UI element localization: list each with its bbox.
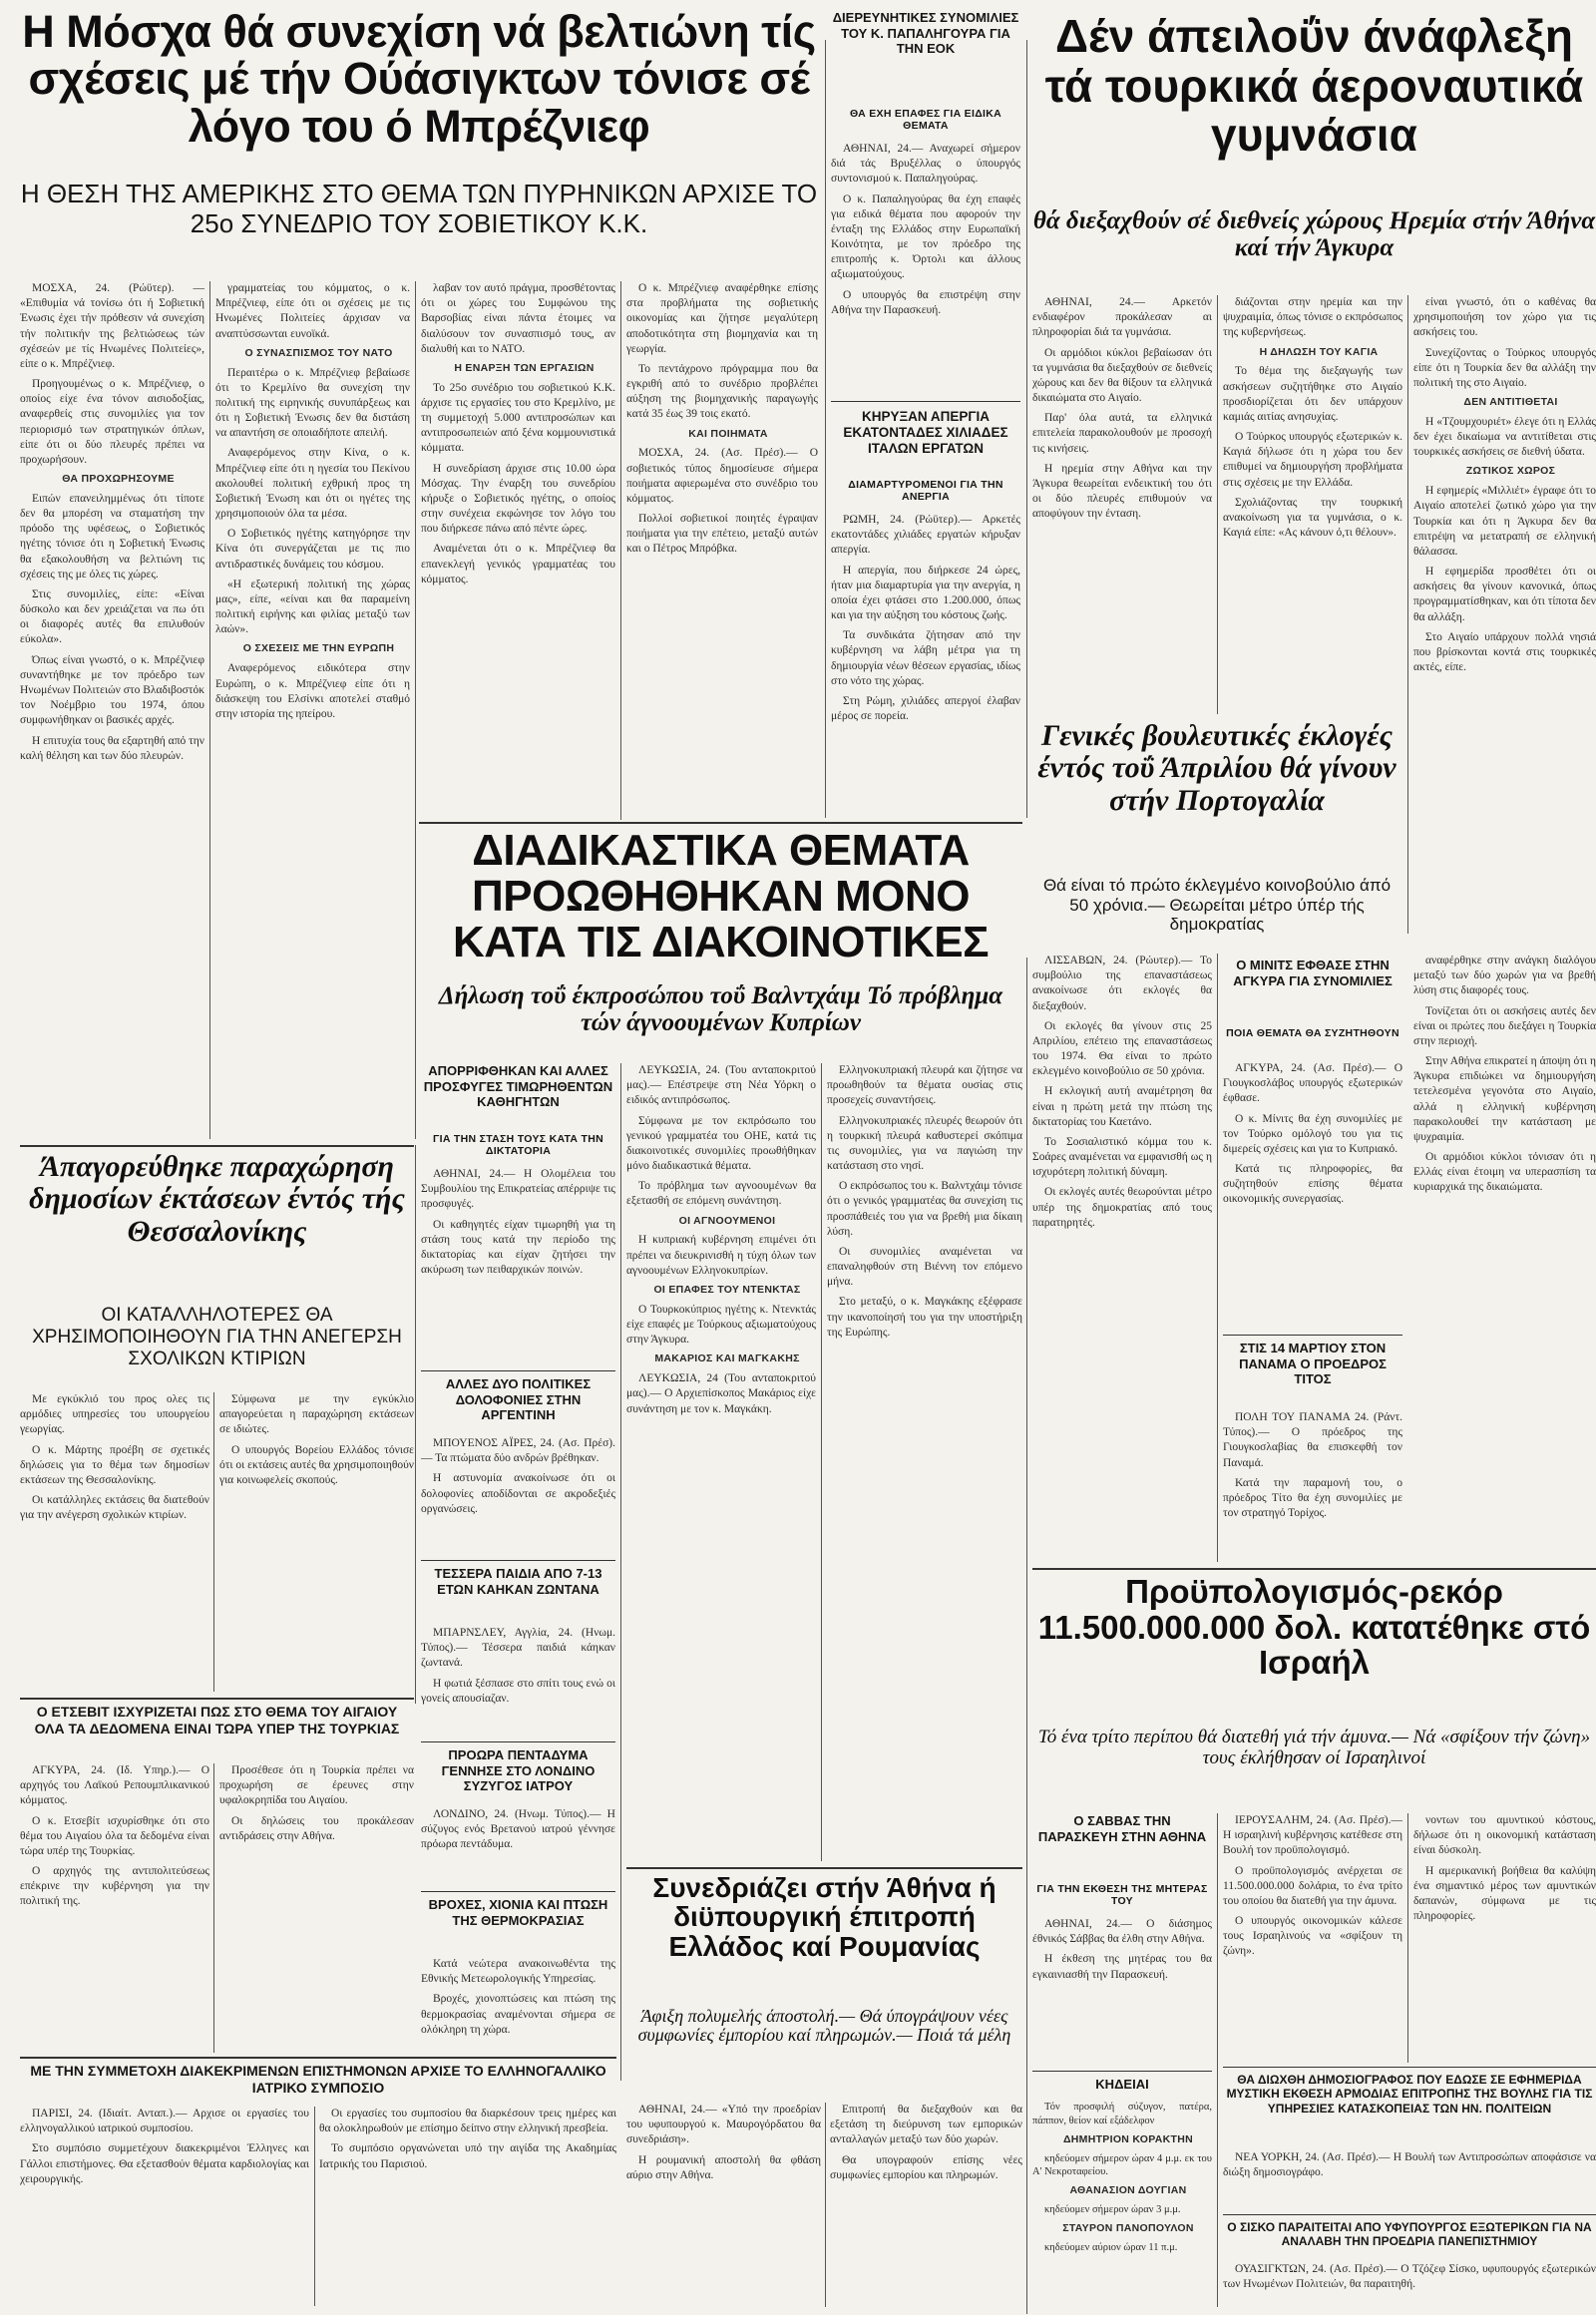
romania-subhead: Άφιξη πολυμελής άποστολή.— Θά ύπογράψουν νέες συμφωνίες έμπορίου καί πληρωμών.— Ποιά τά μέλη	[637, 2007, 1011, 2046]
israel-col-2: νοντων του αμυντικού κόστους, δήλωσε ότι η οικονομική κατάσταση είναι δύσκολη. Η αμερικανική βοήθεια θα καλύψη ένα σημαντικό μέρος των αμυντικών δαπανών, σύμφωνα με τις πληροφορίες.	[1413, 1814, 1596, 1923]
sisco-headline: Ο ΣΙΣΚΟ ΠΑΡΑΙΤΕΙΤΑΙ ΑΠΟ ΥΦΥΠΟΥΡΓΟΣ ΕΞΩΤΕΡΙΚΩΝ ΓΙΑ ΝΑ ΑΝΑΛΑΒΗ ΤΗΝ ΠΡΟΕΔΡΙΑ ΠΑΝΕΠΙΣΤΗΜΙΟΥ	[1227, 2220, 1592, 2249]
symposium-col-1: ΠΑΡΙΣΙ, 24. (Ιδιαίτ. Ανταπ.).— Αρχισε οι εργασίες του ελληνογαλλικού ιατρικού συμποσίου. Στο συμπόσιο συμμετέχουν διακεκριμένοι Έλληνες και Γάλλοι επιστήμονες. Θα εξετασθούν θέματα καρδιολογίας και χειρουργικής.	[20, 2108, 309, 2185]
funeral-name-3: ΣΤΑΥΡΟΝ ΠΑΝΟΠΟΥΛΟΝ	[1062, 2222, 1194, 2235]
israel-headline: Προϋπολογισμός-ρεκόρ 11.500.000.000 δολ. κατατέθηκε στό Ισραήλ	[1037, 1574, 1591, 1682]
italy-kicker: ΔΙΑΜΑΡΤΥΡΟΜΕΝΟΙ ΓΙΑ ΤΗΝ ΑΝΕΡΓΙΑ	[848, 479, 1003, 503]
thessaloniki-col-1: Με εγκύκλιό του προς ολες τις αρμόδιες υπηρεσίες του υπουργείου γεωργίας. Ο κ. Μάρτης προέβη σε σχετικές δηλώσεις για το θέμα των δημοσίων εκτάσεων της Θεσσαλονίκης. Οι κατάλληλες εκτάσεις θα διατεθούν για την ανέγερση σχολικών κτιρίων.	[20, 1393, 209, 1522]
turkey-col-2: διάζονται στην ηρεμία και την ψυχραιμία, όπως τόνισε ο εκπρόσωπος της κυβερνήσεως. Η ΔΗΛΩΣΗ ΤΟΥ ΚΑΓΙΑ Το θέμα της διεξαγωγής των ασκήσεων συζητήθηκε στο Αιγαίο προσδιορίζεται ότι δεν υπάρχουν καμιάς αιτίας ανησυχίας. Ο Τούρκος υπουργός εξωτερικών κ. Καγιά δήλωσε ότι η χώρα του δεν επιθυμεί να δημιουργήση προβλήματα στις σχέσεις με την Ελλάδα. Σχολιάζοντας την τουρκική ανακοίνωση για τα γυμνάσια, ο κ. Καγιά είπε: «Ας κάνουν ό,τι θέλουν».	[1223, 296, 1402, 540]
funerals-title: ΚΗΔΕΙΑΙ	[1095, 2077, 1149, 2092]
funeral-name-1: ΔΗΜΗΤΡΙΟΝ ΚΟΡΑΚΤΗΝ	[1062, 2132, 1194, 2145]
panama-body: ΠΟΛΗ ΤΟΥ ΠΑΝΑΜΑ 24. (Ράντ. Τύπος).— Ο πρόεδρος της Γιουγκοσλαβίας θα επισκεφθή τον Παναμά. Κατά την παραμονή του, ο πρόεδρος Τίτο θα έχη συνομιλίες με τον στρατηγό Τορίχος.	[1223, 1411, 1402, 1520]
fbi-headline: ΘΑ ΔΙΩΧΘΗ ΔΗΜΟΣΙΟΓΡΑΦΟΣ ΠΟΥ ΕΔΩΣΕ ΣΕ ΕΦΗΜΕΡΙΔΑ ΜΥΣΤΙΚΗ ΕΚΘΕΣΗ ΑΡΜΟΔΙΑΣ ΕΠΙΤΡΟΠΗΣ ΤΗΣ ΒΟΥΛΗΣ ΓΙΑ ΤΙΣ ΥΠΗΡΕΣΙΕΣ ΚΑΤΑΣΚΟΠΕΙΑΣ ΤΩΝ ΗΝ. ΠΟΛΙΤΕΙΩΝ	[1226, 2073, 1593, 2116]
eok-kicker: ΘΑ ΕΧΗ ΕΠΑΦΕΣ ΓΙΑ ΕΙΔΙΚΑ ΘΕΜΑΤΑ	[849, 108, 1002, 132]
minitz-body: ΑΓΚΥΡΑ, 24. (Ασ. Πρέσ).— Ο Γιουγκοσλάβος υπουργός εξωτερικών έφθασε. Ο κ. Μίνιτς θα έχη συνομιλίες με τον Τούρκο ομόλογό του για τις διμερείς σχέσεις και για το Κυπριακό. Κατά τις πληροφορίες, θα συζητηθούν επίσης θέματα οικονομικής συνεργασίας.	[1223, 1062, 1402, 1206]
main-section-2: Ο ΣΥΝΑΣΠΙΣΜΟΣ ΤΟΥ ΝΑΤΟ	[244, 346, 393, 359]
sisco-body	[1223, 2262, 1596, 2312]
fbi-dateline: ΝΕΑ ΥΟΡΚΗ, 24. (Ασ. Πρέσ).— Η Βουλή των Αντιπροσώπων αποφάσισε να διώξη δημοσιογράφο.	[1223, 2151, 1596, 2179]
symposium-dateline: ΠΑΡΙΣΙ, 24. (Ιδιαίτ. Ανταπ.).— Αρχισε οι εργασίες του ελληνογαλλικού ιατρικού συμποσίου.	[20, 2108, 309, 2135]
sabbas-headline: Ο ΣΑΒΒΑΣ ΤΗΝ ΠΑΡΑΣΚΕΥΗ ΣΤΗΝ ΑΘΗΝΑ	[1037, 1813, 1207, 1844]
sabbas-kicker: ΓΙΑ ΤΗΝ ΕΚΘΕΣΗ ΤΗΣ ΜΗΤΕΡΑΣ ΤΟΥ	[1036, 1883, 1208, 1907]
sisco-dateline: ΟΥΑΣΙΓΚΤΩΝ, 24. (Ασ. Πρέσ).— Ο Τζόζεφ Σίσκο, υφυπουργός εξωτερικών των Ηνωμένων Πολιτειών, θα παραιτηθή.	[1223, 2263, 1596, 2291]
panama-headline: ΣΤΙΣ 14 ΜΑΡΤΙΟΥ ΣΤΟΝ ΠΑΝΑΜΑ Ο ΠΡΟΕΔΡΟΣ ΤΙΤΟΣ	[1239, 1341, 1387, 1387]
children-body: ΜΠΑΡΝΣΛΕΥ, Αγγλία, 24. (Ηνωμ. Τύπος).— Τέσσερα παιδιά κάηκαν ζωντανά. Η φωτιά ξέσπασε στο σπίτι τους ενώ οι γονείς απουσίαζαν.	[421, 1627, 615, 1705]
minitz-headline: Ο ΜΙΝΙΤΣ ΕΦΘΑΣΕ ΣΤΗΝ ΑΓΚΥΡΑ ΓΙΑ ΣΥΝΟΜΙΛΙΕΣ	[1233, 958, 1393, 988]
turkey-dateline: ΑΘΗΝΑΙ, 24.— Αρκετόν ενδιαφέρον προκάλεσαν αι πληροφορίαι διά τα γυμνάσια.	[1032, 296, 1212, 339]
cyprus-dateline: ΛΕΥΚΩΣΙΑ, 24. (Του ανταποκριτού μας).— Επέστρεψε στη Νέα Υόρκη ο ειδικός αντιπρόσωπος.	[626, 1064, 816, 1107]
teachers-body: ΑΘΗΝΑΙ, 24.— Η Ολομέλεια του Συμβουλίου της Επικρατείας απέρριψε τις προσφυγές. Οι καθηγητές είχαν τιμωρηθή για τη στάση τους κατά την περίοδο της δικτατορίας και είχαν ζητήσει την ακύρωση των πειθαρχικών ποινών.	[421, 1168, 615, 1277]
panama-dateline: ΠΟΛΗ ΤΟΥ ΠΑΝΑΜΑ 24. (Ράντ. Τύπος).— Ο πρόεδρος της Γιουγκοσλαβίας θα επισκεφθή τον Παναμά.	[1223, 1411, 1402, 1469]
portugal-col-1: ΛΙΣΣΑΒΩΝ, 24. (Ρώυτερ).— Το συμβούλιο της επαναστάσεως ανακοίνωσε ότι εκλογές θα διεξαχθούν. Οι εκλογές θα γίνουν στις 25 Απριλίου, επέτειο της επαναστάσεως του 1974. Θα είναι το πρώτο εκλεγμένο κοινοβούλιο σε 50 χρόνια. Η εκλογική αυτή αναμέτρηση θα είναι η πρώτη μετά την πτώση της δικτατορίας του Καετάνο. Το Σοσιαλιστικό κόμμα του κ. Σοάρες αναμένεται να εμφανισθή ως η ισχυρότερη πολιτική δύναμη. Οι εκλογές αυτές θεωρούνται μέτρο υπέρ της δημοκρατίας από τους παρατηρητές.	[1032, 955, 1212, 1229]
eok-body: ΑΘΗΝΑΙ, 24.— Αναχωρεί σήμερον διά τάς Βρυξέλλας ο ύπουργός συντονισμού κ. Παπαληγούρας. Ο κ. Παπαληγούρας θα έχη επαφές για ειδικά θέματα που αφορούν την ένταξη της Ελλάδος στην Ευρωπαϊκή Κοινότητα, με τον πρόεδρο της επιτροπής κ. Όρτολι και άλλους αξιωματούχους. Ο υπουργός θα επιστρέψη στην Αθήνα την Παρασκευή.	[831, 143, 1020, 316]
funeral-name-2: ΑΘΑΝΑΣΙΟΝ ΔΟΥΓΙΑΝ	[1069, 2184, 1187, 2197]
symposium-headline: ΜΕ ΤΗΝ ΣΥΜΜΕΤΟΧΗ ΔΙΑΚΕΚΡΙΜΕΝΩΝ ΕΠΙΣΤΗΜΟΝΩΝ ΑΡΧΙΣΕ ΤΟ ΕΛΛΗΝΟΓΑΛΛΙΚΟ ΙΑΤΡΙΚΟ ΣΥΜΠΟΣΙΟ	[30, 2063, 606, 2096]
portugal-subhead: Θά είναι τό πρώτο έκλεγμένο κοινοβούλιο άπό 50 χρόνια.— Θεωρείται μέτρο ύπέρ τής δημοκρατίας	[1042, 876, 1392, 935]
turkey-subhead: θά διεξαχθούν σέ διεθνείς χώρους Ηρεμία στήν Άθήνα καί τήν Άγκυρα	[1032, 207, 1596, 261]
thessaloniki-subhead: ΟΙ ΚΑΤΑΛΛΗΛΟΤΕΡΕΣ ΘΑ ΧΡΗΣΙΜΟΠΟΙΗΘΟΥΝ ΓΙΑ ΤΗΝ ΑΝΕΓΕΡΣΗ ΣΧΟΛΙΚΩΝ ΚΤΙΡΙΩΝ	[32, 1305, 402, 1369]
sabbas-body: ΑΘΗΝΑΙ, 24.— Ο διάσημος έθνικός Σάββας θα έλθη στην Αθήνα. Η έκθεση της μητέρας του θα εγκαινιασθή την Παρασκευή.	[1032, 1918, 1212, 1981]
italy-headline: ΚΗΡΥΞΑΝ ΑΠΕΡΓΙΑ ΕΚΑΤΟΝΤΑΔΕΣ ΧΙΛΙΑΔΕΣ ΙΤΑΛΩΝ ΕΡΓΑΤΩΝ	[843, 409, 1008, 457]
main-col-2: γραμματείας του κόμματος, ο κ. Μπρέζνιεφ, είπε ότι οι σχέσεις με τις Ηνωμένες Πολιτείες άρχισαν να αναπτύσσωνται ευνοϊκά. Ο ΣΥΝΑΣΠΙΣΜΟΣ ΤΟΥ ΝΑΤΟ Περαιτέρω ο κ. Μπρέζνιεφ βεβαίωσε ότι το Κρεμλίνο θα συνεχίση την πολιτική της ειρηνικής συνυπάρξεως και ότι η Σοβιετική Ένωσις δεν θα διστάση να απαντήση σε οποιαδήποτε απειλή. Αναφερόμενος στην Κίνα, ο κ. Μπρέζνιεφ είπε ότι η ηγεσία του Πεκίνου ακολουθεί πολιτική εχθρική προς τη Σοβιετική Ένωση και ότι οι ηγέτες της χρησιμοποιούν όλα τα μέσα. Ο Σοβιετικός ηγέτης κατηγόρησε την Κίνα ότι συνεργάζεται με τις πιο αντιδραστικές δυνάμεις του κόσμου. «Η εξωτερική πολιτική της χώρας μας», είπε, «είναι και θα παραμείνη πολιτική ειρήνης και φιλίας μεταξύ των λαών». Ο ΣΧΕΣΕΙΣ ΜΕ ΤΗΝ ΕΥΡΩΠΗ Αναφερόμενος ειδικότερα στην Ευρώπη, ο κ. Μπρέζνιεφ είπε ότι η διάσκεψη του Ελσίνκι αποτελεί σταθμό στην ιστορία της ηπείρου.	[215, 282, 410, 720]
fbi-body	[1223, 2150, 1596, 2210]
romania-dateline: ΑΘΗΝΑΙ, 24.— «Υπό την προεδρίαν του υφυπουργού κ. Μαυρογόρδατου θα συνεδριάση».	[626, 2104, 821, 2146]
portugal-headline: Γενικές βουλευτικές έκλογές έντός τοΰ Άπριλίου θά γίνουν στήν Πορτογαλία	[1037, 720, 1396, 817]
cyprus-subhead: Δήλωση τοΰ έκπροσώπου τοΰ Βαλντχάιμ Τό πρόβλημα τών άγνοουμένων Κυπρίων	[438, 982, 1003, 1036]
esevit-col-1: ΑΓΚΥΡΑ, 24. (Ιδ. Υπηρ.).— Ο αρχηγός του Λαϊκού Ρεπουμπλικανικού κόμματος. Ο κ. Ετσεβίτ ισχυρίσθηκε ότι στο θέμα του Αιγαίου όλα τα δεδομένα είναι τώρα υπέρ της Τουρκίας. Ο αρχηγός της αντιπολιτεύσεως επέκρινε την κυβέρνηση για την πολιτική της.	[20, 1764, 209, 1908]
cyprus-col-2: Ελληνοκυπριακή πλευρά και ζήτησε να προωθηθούν τα θέματα ουσίας στις προσεχείς συναντήσεις. Ελληνοκυπριακές πλευρές θεωρούν ότι η τουρκική πλευρά καθυστερεί σκόπιμα τις συνομιλίες, για να παγιώση την κατάσταση στο νησί. Ο εκπρόσωπος του κ. Βαλντχάιμ τόνισε ότι ο γενικός γραμματέας θα συνεχίση τις προσπάθειές του για να βρεθή μια δίκαιη λύση. Οι συνομιλίες αναμένεται να επαναληφθούν στη Βιέννη τον επόμενο μήνα. Στο μεταξύ, ο κ. Μαγκάκης εξέφρασε την ικανοποίησή του για την υποστήριξη της Ευρώπης.	[827, 1064, 1022, 1339]
turkey-col-1: ΑΘΗΝΑΙ, 24.— Αρκετόν ενδιαφέρον προκάλεσαν αι πληροφορίαι διά τα γυμνάσια. Οι αρμόδιοι κύκλοι βεβαίωσαν ότι τα γυμνάσια θα διεξαχθούν σε διεθνείς χώρους και δεν θα θίξουν τα ελληνικά δικαιώματα στο Αιγαίο. Παρ' όλα αυτά, τα ελληνικά επιτελεία παρακολουθούν με προσοχή τις κινήσεις. Η ηρεμία στην Αθήνα και την Άγκυρα θεωρείται ενδεικτική του ότι οι δύο πλευρές επιθυμούν να αποφύγουν την ένταση.	[1032, 296, 1212, 521]
teachers-dateline: ΑΘΗΝΑΙ, 24.— Η Ολομέλεια του Συμβουλίου της Επικρατείας απέρριψε τις προσφυγές.	[421, 1168, 615, 1211]
children-dateline: ΜΠΑΡΝΣΛΕΥ, Αγγλία, 24. (Ηνωμ. Τύπος).— Τέσσερα παιδιά κάηκαν ζωντανά.	[421, 1627, 615, 1670]
eok-headline: ΔΙΕΡΕΥΝΗΤΙΚΕΣ ΣΥΝΟΜΙΛΙΕΣ ΤΟΥ Κ. ΠΑΠΑΛΗΓΟΥΡΑ ΓΙΑ ΤΗΝ ΕΟΚ	[832, 10, 1019, 57]
symposium-col-2: Οι εργασίες του συμποσίου θα διαρκέσουν τρεις ημέρες και θα ολοκληρωθούν με επίσημο δείπνο στην ελληνική πρεσβεία. Το συμπόσιο οργανώνεται υπό την αιγίδα της Ακαδημίας Ιατρικής του Παρισιού.	[319, 2108, 616, 2170]
cyprus-section-2: ΟΙ ΕΠΑΦΕΣ ΤΟΥ ΝΤΕΝΚΤΑΣ	[653, 1283, 801, 1296]
funerals-body: Τόν προσφιλή σύζυγον, πατέρα, πάππον, θείον καί εξάδελφον ΔΗΜΗΤΡΙΟΝ ΚΟΡΑΚΤΗΝ κηδεύομεν σήμερον ώραν 4 μ.μ. εκ του Α' Νεκροταφείου. ΑΘΑΝΑΣΙΟΝ ΔΟΥΓΙΑΝ κηδεύομεν σήμερον ώραν 3 μ.μ. ΣΤΑΥΡΟΝ ΠΑΝΟΠΟΥΛΟΝ κηδεύομεν αύριον ώραν 11 π.μ.	[1032, 2102, 1212, 2253]
argentina-headline: ΑΛΛΕΣ ΔΥΟ ΠΟΛΙΤΙΚΕΣ ΔΟΛΟΦΟΝΙΕΣ ΣΤΗΝ ΑΡΓΕΝΤΙΝΗ	[445, 1376, 592, 1423]
main-col-1: ΜΟΣΧΑ, 24. (Ρώϋτερ). — «Επιθυμία νά τονίσω ότι ή Σοβιετική Ένωσις έχει τήν πρόθεσιν νά συνεχίση τήν πολιτικήν της βελτιώσεως τών σχέσεών με τίς Ηνωμένες Πολιτείες», είπε ο κ. Μπρέζνιεφ. Προηγουμένως ο κ. Μπρέζνιεφ, ο οποίος είχε ένα τόνον αισιοδοξίας, αναφερθείς στις συνομιλίες για τον περιορισμό των στρατηγικών όπλων, είπε ότι οι δύο πλευρές πρέπει να προχωρήσουν. ΘΑ ΠΡΟΧΩΡΗΣΟΥΜΕ Ειπών επανειλημμένως ότι τίποτε δεν θα μπορέση να σταματήση την πρόοδο της υφέσεως, ο Σοβιετικός ηγέτης τόνισε ότι η Σοβιετική Ένωσις θα εξακολουθήση να βελτιώνη τις σχέσεις της με όλες τις χώρες. Στις συνομιλίες, είπε: «Είναι δύσκολο και δεν χρειάζεται να πω ότι οι διαφορές αυτές θα επιλυθούν εύκολα». Όπως είναι γνωστό, ο κ. Μπρέζνιεφ συναντήθηκε με τον πρόεδρο των Ηνωμένων Πολιτειών στο Βλαδιβοστόκ τον Νοέμβριο του 1974, όπου συμφωνήθηκαν οι βασικές αρχές. Η επιτυχία τους θα εξαρτηθή από την καλή θέληση και των δύο πλευρών.	[20, 282, 204, 762]
weather-dateline: Κατά νεώτερα ανακοινωθέντα της Εθνικής Μετεωρολογικής Υπηρεσίας.	[421, 1958, 615, 1986]
minitz-kicker: ΠΟΙΑ ΘΕΜΑΤΑ ΘΑ ΣΥΖΗΤΗΘΟΥΝ	[1226, 1027, 1399, 1039]
turkey-col-3: είναι γνωστό, ότι ο καθένας θα χρησιμοποιήση τον χώρο για τις ασκήσεις του. Συνεχίζοντας ο Τούρκος υπουργός είπε ότι η Τουρκία δεν θα αλλάξη την πολιτική της στο Αιγαίο. ΔΕΝ ΑΝΤΙΤΙΘΕΤΑΙ Η «Τζουμχουριέτ» έλεγε ότι η Ελλάς δεν έχει δικαίωμα να αντιτίθεται στις τουρκικές ασκήσεις σε διεθνή ύδατα. ΖΩΤΙΚΟΣ ΧΩΡΟΣ Η εφημερίς «Μιλλιέτ» έγραφε ότι το Αιγαίο αποτελεί ζωτικό χώρο για την Τουρκία και ότι η Άγκυρα δεν θα επιτρέψη να μετατραπή σε ελληνική θάλασσα. Η εφημερίδα προσθέτει ότι οι ασκήσεις θα γίνουν κανονικά, όπως προγραμματίσθηκαν, και ότι τίποτα δεν θα αλλάξη. Στο Αιγαίο υπάρχουν πολλά νησιά που βρίσκονται κοντά στις τουρκικές ακτές, είπε.	[1413, 296, 1596, 674]
cyprus-section-1: ΟΙ ΑΓΝΟΟΥΜΕΝΟΙ	[678, 1214, 776, 1227]
sabbas-dateline: ΑΘΗΝΑΙ, 24.— Ο διάσημος έθνικός Σάββας θα έλθη στην Αθήνα.	[1032, 1918, 1212, 1946]
italy-body: ΡΩΜΗ, 24. (Ρώϋτερ).— Αρκετές εκατοντάδες χιλιάδες εργατών κήρυξαν απεργία. Η απεργία, που διήρκεσε 24 ώρες, ήταν μια διαμαρτυρία για την ανεργία, η οποία έχει φτάσει στο 1.200.000, όπως και για την αύξηση του κόστους ζωής. Τα συνδικάτα ζήτησαν από την κυβέρνηση να λάβη μέτρα για τη δημιουργία νέων θέσεων εργασίας, ιδίως στο νότο της χώρας. Στη Ρώμη, χιλιάδες απεργοί έλαβαν μέρος σε πορεία.	[831, 514, 1020, 723]
main-section-3: Η ΕΝΑΡΞΗ ΤΩΝ ΕΡΓΑΣΙΩΝ	[454, 361, 595, 374]
romania-col-2: Επιτροπή θα διεξαχθούν και θα εξετάση τη διεύρυνση των εμπορικών ανταλλαγών μεταξύ των δύο χωρών. Θα υπογραφούν επίσης νέες συμφωνίες εμπορίου και πληρωμών.	[830, 2104, 1022, 2181]
london-headline: ΠΡΟΩΡΑ ΠΕΝΤΑΔΥΜΑ ΓΕΝΝΗΣΕ ΣΤΟ ΛΟΝΔΙΝΟ ΣΥΖΥΓΟΣ ΙΑΤΡΟΥ	[441, 1747, 596, 1794]
thessaloniki-dateline: Με εγκύκλιό του προς ολες τις αρμόδιες υπηρεσίες του υπουργείου γεωργίας.	[20, 1393, 209, 1436]
teachers-headline: ΑΠΟΡΡΙΦΘΗΚΑΝ ΚΑΙ ΑΛΛΕΣ ΠΡΟΣΦΥΓΕΣ ΤΙΜΩΡΗΘΕΝΤΩΝ ΚΑΘΗΓΗΤΩΝ	[423, 1063, 613, 1110]
esevit-col-2: Προσέθεσε ότι η Τουρκία πρέπει να προχωρήση σε έρευνες στην υφαλοκρηπίδα του Αιγαίου. Οι δηλώσεις του προκάλεσαν αντιδράσεις στην Αθήνα.	[219, 1764, 414, 1842]
esevit-dateline: ΑΓΚΥΡΑ, 24. (Ιδ. Υπηρ.).— Ο αρχηγός του Λαϊκού Ρεπουμπλικανικού κόμματος.	[20, 1764, 209, 1807]
weather-body: Κατά νεώτερα ανακοινωθέντα της Εθνικής Μετεωρολογικής Υπηρεσίας. Βροχές, χιονοπτώσεις και πτώση της θερμοκρασίας αναμένονται σήμερα σε ολόκληρη τη χώρα.	[421, 1958, 615, 2036]
turkey-section-2: ΔΕΝ ΑΝΤΙΤΙΘΕΤΑΙ	[1463, 396, 1558, 409]
portugal-dateline: ΛΙΣΣΑΒΩΝ, 24. (Ρώυτερ).— Το συμβούλιο της επαναστάσεως ανακοίνωσε ότι εκλογές θα διεξαχθούν.	[1032, 955, 1212, 1012]
israel-subhead: Τό ένα τρίτο περίπου θά διατεθή γιά τήν άμυνα.— Νά «σφίξουν τήν ζώνη» τους έκλήθησαν οί Ισραηλινοί	[1037, 1728, 1591, 1768]
thessaloniki-col-2: Σύμφωνα με την εγκύκλιο απαγορεύεται η παραχώρηση εκτάσεων σε ιδιώτες. Ο υπουργός Βορείου Ελλάδος τόνισε ότι οι εκτάσεις αυτές θα χρησιμοποιηθούν για κοινωφελείς σκοπούς.	[219, 1393, 414, 1486]
main-section-1: ΘΑ ΠΡΟΧΩΡΗΣΟΥΜΕ	[62, 473, 175, 486]
argentina-body: ΜΠΟΥΕΝΟΣ ΑΪΡΕΣ, 24. (Ασ. Πρέσ).— Τα πτώματα δύο ανδρών βρέθηκαν. Η αστυνομία ανακοίνωσε ότι οι δολοφονίες αποδίδονται σε ακροδεξιές οργανώσεις.	[421, 1437, 615, 1515]
teachers-kicker: ΓΙΑ ΤΗΝ ΣΤΑΣΗ ΤΟΥΣ ΚΑΤΑ ΤΗΝ ΔΙΚΤΑΤΟΡΙΑ	[433, 1133, 603, 1157]
cyprus-headline: ΔΙΑΔΙΚΑΣΤΙΚΑ ΘΕΜΑΤΑ ΠΡΟΩΘΗΘΗΚΑΝ ΜΟΝΟ ΚΑΤΑ ΤΙΣ ΔΙΑΚΟΙΝΟΤΙΚΕΣ	[452, 828, 990, 967]
israel-dateline: ΙΕΡΟΥΣΑΛΗΜ, 24. (Ασ. Πρέσ).— Η ισραηλινή κυβέρνησις κατέθεσε στη Βουλή τον προϋπολογισμό.	[1223, 1814, 1402, 1857]
main-headline: Η Μόσχα θά συνεχίση νά βελτιώνη τίς σχέσεις μέ τήν Ούάσιγκτων τόνισε σέ λόγο του ό Μπρέζνιεφ	[22, 8, 816, 152]
romania-col-1: ΑΘΗΝΑΙ, 24.— «Υπό την προεδρίαν του υφυπουργού κ. Μαυρογόρδατου θα συνεδριάση». Η ρουμανική αποστολή θα φθάση αύριο στην Αθήνα.	[626, 2104, 821, 2181]
main-subhead: Η ΘΕΣΗ ΤΗΣ ΑΜΕΡΙΚΗΣ ΣΤΟ ΘΕΜΑ ΤΩΝ ΠΥΡΗΝΙΚΩΝ ΑΡΧΙΣΕ ΤΟ 25ο ΣΥΝΕΔΡΙΟ ΤΟΥ ΣΟΒΙΕΤΙΚΟΥ Κ.Κ.	[20, 180, 818, 238]
main-section-5: Ο ΣΧΕΣΕΙΣ ΜΕ ΤΗΝ ΕΥΡΩΠΗ	[242, 642, 395, 655]
argentina-dateline: ΜΠΟΥΕΝΟΣ ΑΪΡΕΣ, 24. (Ασ. Πρέσ).— Τα πτώματα δύο ανδρών βρέθηκαν.	[421, 1437, 615, 1465]
italy-dateline: ΡΩΜΗ, 24. (Ρώϋτερ).— Αρκετές εκατοντάδες χιλιάδες εργατών κήρυξαν απεργία.	[831, 514, 1020, 557]
eok-dateline: ΑΘΗΝΑΙ, 24.— Αναχωρεί σήμερον διά τάς Βρυξέλλας ο ύπουργός συντονισμού κ. Παπαληγούρας.	[831, 143, 1020, 186]
turkey-col-3b: αναφέρθηκε στην ανάγκη διαλόγου μεταξύ των δύο χωρών για να βρεθή λύση στις διαφορές τους. Τονίζεται ότι οι ασκήσεις αυτές δεν είναι οι πρώτες που διεξάγει η Τουρκία στην περιοχή. Στην Αθήνα επικρατεί η άποψη ότι η Άγκυρα επιδιώκει να δημιουργήση τετελεσμένα γεγονότα στο Αιγαίο, αλλά η ελληνική κυβέρνηση παρακολουθεί την κατάσταση με ψυχραιμία. Οι αρμόδιοι κύκλοι τόνισαν ότι η Ελλάς είναι έτοιμη να υπερασπίση τα κυριαρχικά της δικαιώματα.	[1413, 955, 1596, 1194]
main-col-4: Ο κ. Μπρέζνιεφ αναφέρθηκε επίσης στα προβλήματα της σοβιετικής οικονομίας και ζήτησε μεγαλύτερη αποδοτικότητα στη βιομηχανία και τη γεωργία. Το πεντάχρονο πρόγραμμα που θα εγκριθή από το συνέδριο προβλέπει αύξηση της βιομηχανικής παραγωγής κατά 35 έως 39 τοις εκατό. ΚΑΙ ΠΟΙΗΜΑΤΑ ΜΟΣΧΑ, 24. (Ασ. Πρέσ).— Ο σοβιετικός τύπος δημοσίευσε σήμερα ποιήματα αφιερωμένα στο συνέδριο του κόμματος. Πολλοί σοβιετικοί ποιητές έγραψαν ποιήματα για την επέτειο, μεταξύ αυτών και ο Πέτρος Μπρόβκα.	[626, 282, 818, 556]
main-dateline: ΜΟΣΧΑ, 24. (Ρώϋτερ). — «Επιθυμία νά τονίσω ότι ή Σοβιετική Ένωσις έχει τήν πρόθεσιν νά συνεχίση τήν πολιτικήν της βελτιώσεως τών σχέσεών με τίς Ηνωμένες Πολιτείες», είπε ο κ. Μπρέζνιεφ.	[20, 282, 204, 370]
funerals-intro: Τόν προσφιλή σύζυγον, πατέρα, πάππον, θείον καί εξάδελφον	[1032, 2102, 1212, 2126]
turkey-headline: Δέν άπειλοΰν άνάφλεξη τά τουρκικά άεροναυτικά γυμνάσια	[1044, 12, 1584, 162]
turkey-section-3: ΖΩΤΙΚΟΣ ΧΩΡΟΣ	[1465, 465, 1556, 478]
romania-headline: Συνεδριάζει στήν Άθήνα ή διϋπουργική έπιτροπή Ελλάδος καί Ρουμανίας	[652, 1873, 997, 1962]
esevit-headline: Ο ΕΤΣΕΒΙΤ ΙΣΧΥΡΙΖΕΤΑΙ ΠΩΣ ΣΤΟ ΘΕΜΑ ΤΟΥ ΑΙΓΑΙΟΥ ΟΛΑ ΤΑ ΔΕΔΟΜΕΝΑ ΕΙΝΑΙ ΤΩΡΑ ΥΠΕΡ ΤΗΣ ΤΟΥΡΚΙΑΣ	[34, 1704, 400, 1736]
turkey-section-1: Η ΔΗΛΩΣΗ ΤΟΥ ΚΑΓΙΑ	[1259, 345, 1379, 358]
weather-headline: ΒΡΟΧΕΣ, ΧΙΟΝΙΑ ΚΑΙ ΠΤΩΣΗ ΤΗΣ ΘΕΡΜΟΚΡΑΣΙΑΣ	[428, 1897, 608, 1928]
cyprus-col-1: ΛΕΥΚΩΣΙΑ, 24. (Του ανταποκριτού μας).— Επέστρεψε στη Νέα Υόρκη ο ειδικός αντιπρόσωπος. Σύμφωνα με τον εκπρόσωπο του γενικού γραμματέα του ΟΗΕ, κατά τις διακοινοτικές συνομιλίες προωθήθηκαν μόνο διαδικαστικά θέματα. Το πρόβλημα των αγνοουμένων θα εξετασθή σε επόμενη συνάντηση. ΟΙ ΑΓΝΟΟΥΜΕΝΟΙ Η κυπριακή κυβέρνηση επιμένει ότι πρέπει να διευκρινισθή η τύχη όλων των αγνοουμένων Ελληνοκυπρίων. ΟΙ ΕΠΑΦΕΣ ΤΟΥ ΝΤΕΝΚΤΑΣ Ο Τουρκοκύπριος ηγέτης κ. Ντενκτάς είχε επαφές με Τούρκους αξιωματούχους στην Άγκυρα. ΜΑΚΑΡΙΟΣ ΚΑΙ ΜΑΓΚΑΚΗΣ ΛΕΥΚΩΣΙΑ, 24 (Του ανταποκριτού μας).— Ο Αρχιεπίσκοπος Μακάριος είχε συνάντηση με τον κ. Μαγκάκη.	[626, 1064, 816, 1415]
london-dateline: ΛΟΝΔΙΝΟ, 24. (Ηνωμ. Τύπος).— Η σύζυγος ενός Βρετανού ιατρού γέννησε πρόωρα πεντάδυμα.	[421, 1808, 615, 1851]
main-section-4: ΚΑΙ ΠΟΙΗΜΑΤΑ	[688, 427, 768, 440]
main-col-3: λαβαν τον αυτό πράγμα, προσθέτοντας ότι οι χώρες του Συμφώνου της Βαρσοβίας είναι πάντα έτοιμες να διαλύσουν τον συνασπισμό τους, αν διαλυθή και το ΝΑΤΟ. Η ΕΝΑΡΞΗ ΤΩΝ ΕΡΓΑΣΙΩΝ Το 25ο συνέδριο του σοβιετικού Κ.Κ. άρχισε τις εργασίες του στο Κρεμλίνο, με τη συμμετοχή 5.000 αντιπροσώπων και αντιπροσωπειών από ξένα κομμουνιστικά κόμματα. Η συνεδρίαση άρχισε στις 10.00 ώρα Μόσχας. Την έναρξη του συνεδρίου κήρυξε ο Σοβιετικός ηγέτης, ο οποίος στην συνέχεια εκφώνησε τον λόγο του που διήρκεσε πάνω από πέντε ώρες. Αναμένεται ότι ο κ. Μπρέζνιεφ θα επανεκλεγή γενικός γραμματέας του κόμματος.	[421, 282, 615, 585]
london-body	[421, 1807, 615, 1887]
children-headline: ΤΕΣΣΕΡΑ ΠΑΙΔΙΑ ΑΠΟ 7-13 ΕΤΩΝ ΚΑΗΚΑΝ ΖΩΝΤΑΝΑ	[434, 1566, 602, 1597]
cyprus-section-3: ΜΑΚΑΡΙΟΣ ΚΑΙ ΜΑΓΚΑΚΗΣ	[654, 1352, 800, 1365]
minitz-dateline: ΑΓΚΥΡΑ, 24. (Ασ. Πρέσ).— Ο Γιουγκοσλάβος υπουργός εξωτερικών έφθασε.	[1223, 1062, 1402, 1105]
israel-col-1: ΙΕΡΟΥΣΑΛΗΜ, 24. (Ασ. Πρέσ).— Η ισραηλινή κυβέρνησις κατέθεσε στη Βουλή τον προϋπολογισμό. Ο προϋπολογισμός ανέρχεται σε 11.500.000.000 δολάρια, το ένα τρίτο του οποίου θα διατεθή για την άμυνα. Ο υπουργός οικονομικών κάλεσε τους Ισραηλινούς να «σφίξουν τη ζώνη».	[1223, 1814, 1402, 1958]
thessaloniki-headline: Άπαγορεύθηκε παραχώρηση δημοσίων έκτάσεων έντός τής Θεσσαλονίκης	[29, 1151, 405, 1248]
